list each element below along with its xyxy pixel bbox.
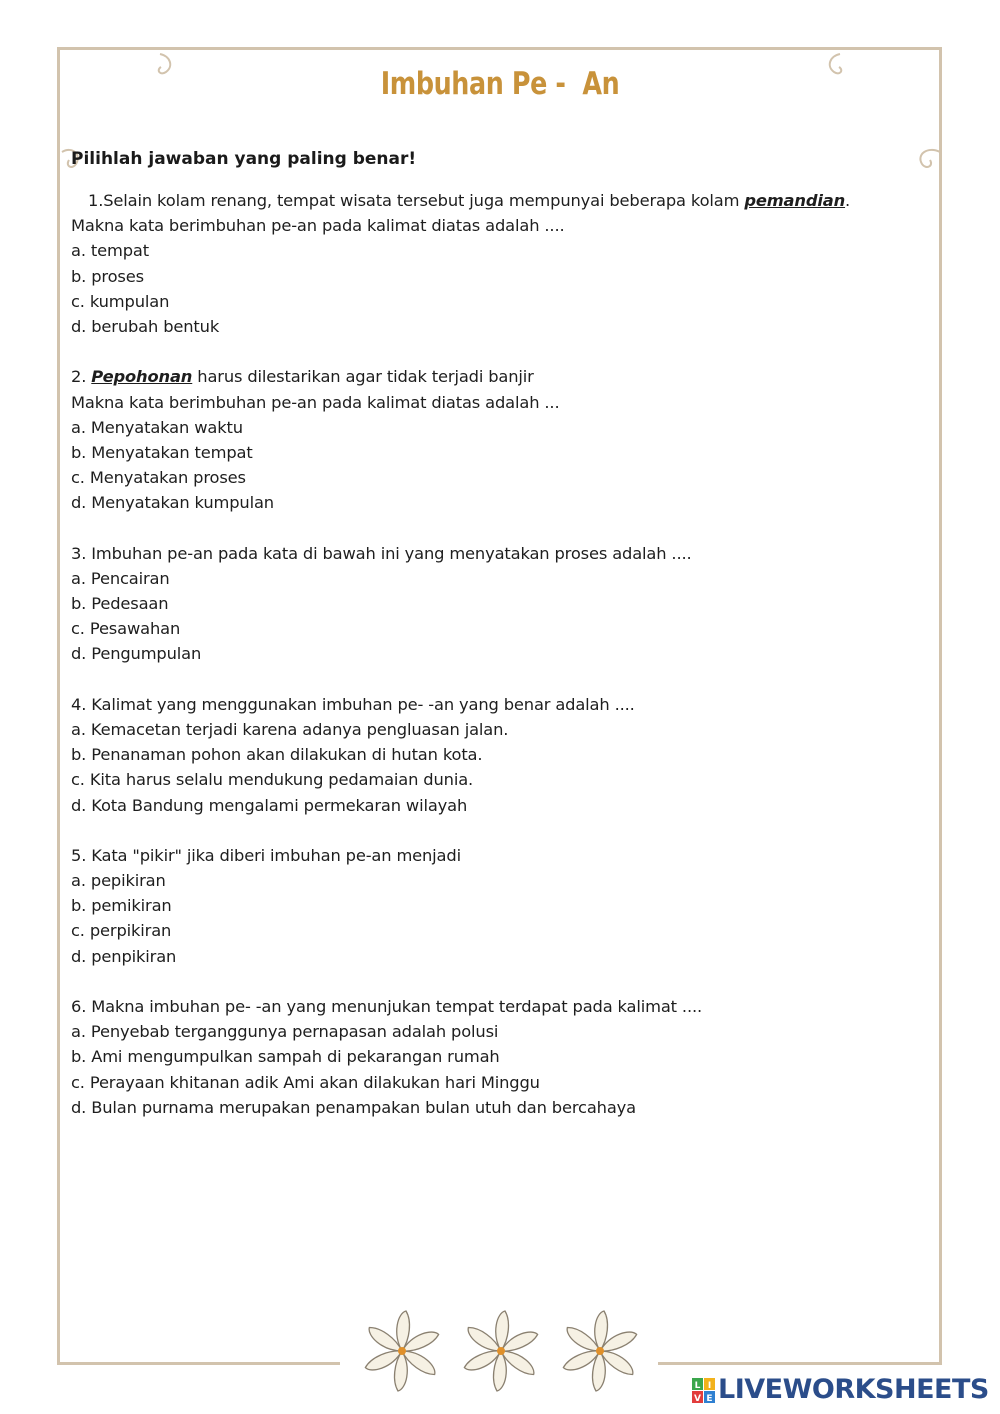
frame-bottom-right-border xyxy=(658,1362,942,1365)
question-1-prompt: Makna kata berimbuhan pe-an pada kalimat diatas adalah .... xyxy=(71,216,565,236)
question-2-prompt: Makna kata berimbuhan pe-an pada kalimat diatas adalah ... xyxy=(71,392,560,412)
question-4-option-b[interactable]: b. Penanaman pohon akan dilakukan di hutan kota. xyxy=(71,745,483,765)
question-1-stem: 1.Selain kolam renang, tempat wisata tersebut juga mempunyai beberapa kolam pemandian. xyxy=(88,191,851,210)
question-1-keyword: pemandian xyxy=(744,191,846,210)
question-1-option-a[interactable]: a. tempat xyxy=(71,241,149,261)
logo-text: LIVEWORKSHEETS xyxy=(718,1374,989,1405)
question-6-option-b[interactable]: b. Ami mengumpulkan sampah di pekarangan rumah xyxy=(71,1047,500,1067)
logo-blocks-icon xyxy=(692,1378,716,1404)
frame-right-border xyxy=(939,47,942,1365)
logo-block-letter: E xyxy=(706,1394,713,1404)
question-4-option-d[interactable]: d. Kota Bandung mengalami permekaran wilayah xyxy=(71,795,468,815)
question-3-option-c[interactable]: c. Pesawahan xyxy=(71,619,181,639)
question-list xyxy=(71,188,931,1120)
question-2-stem: 2. Pepohonan harus dilestarikan agar tidak terjadi banjir xyxy=(71,367,534,387)
question-4-option-c[interactable]: c. Kita harus selalu mendukung pedamaian dunia. xyxy=(71,770,474,790)
logo-block-letter: V xyxy=(694,1394,701,1404)
question-5-option-c[interactable]: c. perpikiran xyxy=(71,921,172,941)
question-2-option-a[interactable]: a. Menyatakan waktu xyxy=(71,417,243,437)
question-3-option-b[interactable]: b. Pedesaan xyxy=(71,594,169,613)
frame-left-border xyxy=(57,47,60,1365)
question-6-option-d[interactable]: d. Bulan purnama merupakan penampakan bulan utuh dan bercahaya xyxy=(71,1097,636,1117)
flower-icon xyxy=(562,1311,639,1391)
question-6-stem: 6. Makna imbuhan pe- -an yang menunjukan tempat terdapat pada kalimat .... xyxy=(71,997,703,1016)
question-2-option-c[interactable]: c. Menyatakan proses xyxy=(71,468,246,488)
question-2-keyword: Pepohonan xyxy=(91,367,193,387)
question-6-option-a[interactable]: a. Penyebab terganggunya pernapasan adalah polusi xyxy=(71,1022,499,1042)
liveworksheets-logo xyxy=(692,1376,992,1406)
frame-top-border xyxy=(57,47,942,50)
question-1-option-c[interactable]: c. kumpulan xyxy=(71,291,170,311)
logo-block-letter: L xyxy=(694,1381,701,1391)
curl-ornament-icon xyxy=(914,146,942,172)
question-2-option-b[interactable]: b. Menyatakan tempat xyxy=(71,442,253,462)
question-2-option-d[interactable]: d. Menyatakan kumpulan xyxy=(71,493,274,513)
instruction-text: Pilihlah jawaban yang paling benar! xyxy=(71,149,417,169)
question-1-option-d[interactable]: d. berubah bentuk xyxy=(71,316,220,336)
flower-icon xyxy=(463,1311,540,1391)
question-3-option-a[interactable]: a. Pencairan xyxy=(71,568,170,588)
frame-bottom-left-border xyxy=(57,1362,340,1365)
logo-block-letter: I xyxy=(707,1381,712,1391)
page-title: Imbuhan Pe - An xyxy=(380,66,620,102)
question-5-stem: 5. Kata "pikir" jika diberi imbuhan pe-an menjadi xyxy=(71,845,461,865)
question-3-stem: 3. Imbuhan pe-an pada kata di bawah ini yang menyatakan proses adalah .... xyxy=(71,543,692,563)
flower-decoration xyxy=(357,1303,647,1403)
question-5-option-d[interactable]: d. penpikiran xyxy=(71,946,177,966)
question-1-option-b[interactable]: b. proses xyxy=(71,266,144,286)
question-5-option-a[interactable]: a. pepikiran xyxy=(71,871,166,891)
question-4-option-a[interactable]: a. Kemacetan terjadi karena adanya pengluasan jalan. xyxy=(71,719,509,739)
flower-icon xyxy=(364,1311,441,1391)
question-6-option-c[interactable]: c. Perayaan khitanan adik Ami akan dilakukan hari Minggu xyxy=(71,1072,540,1092)
question-5-option-b[interactable]: b. pemikiran xyxy=(71,896,172,916)
question-3-option-d[interactable]: d. Pengumpulan xyxy=(71,644,202,664)
question-4-stem: 4. Kalimat yang menggunakan imbuhan pe- -an yang benar adalah .... xyxy=(71,694,635,714)
